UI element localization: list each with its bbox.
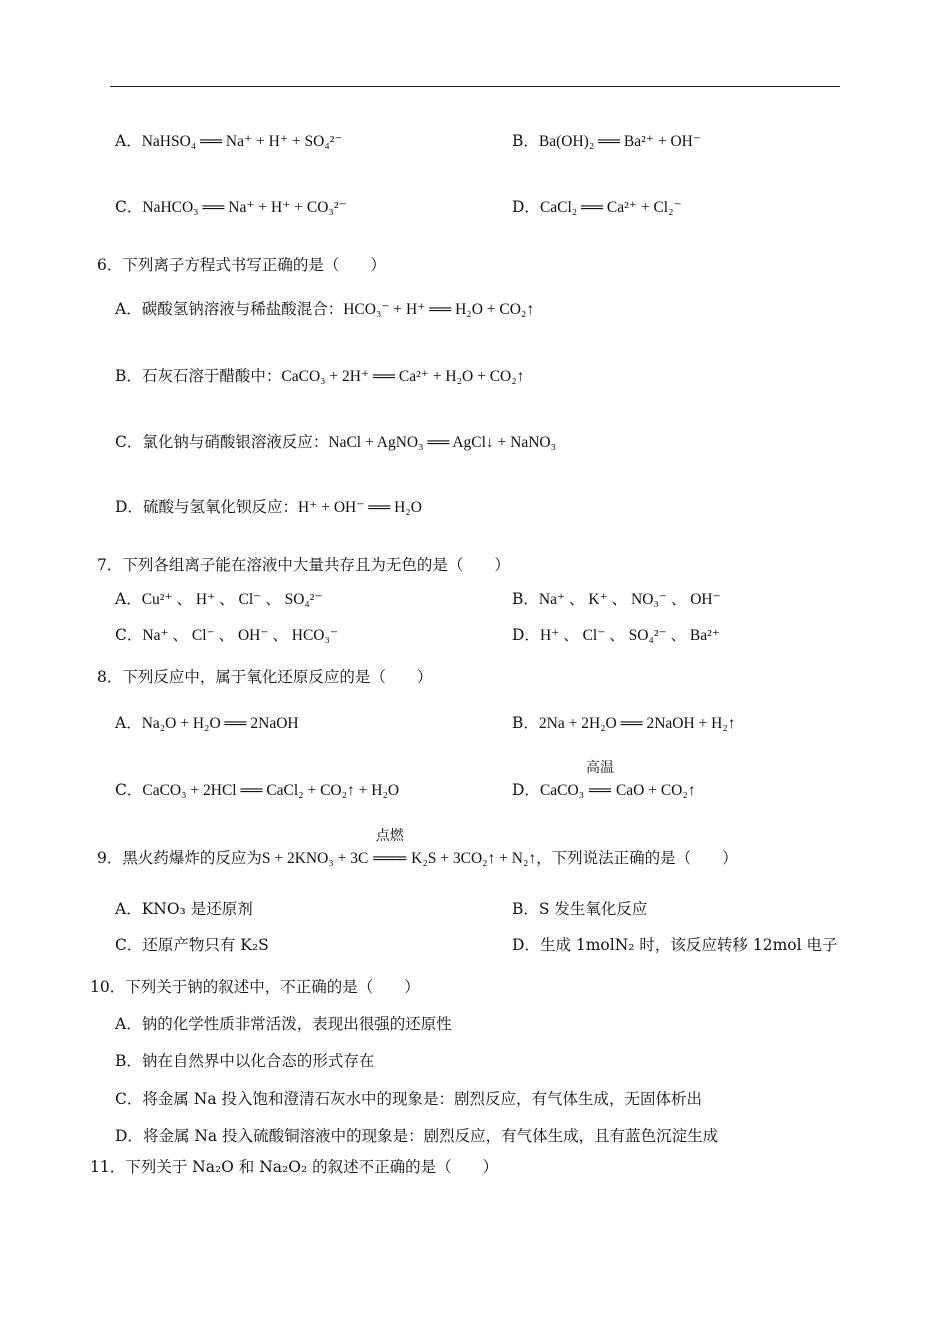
option-label: B． bbox=[115, 367, 142, 385]
reaction-arrow bbox=[373, 828, 407, 869]
ion-list: Na⁺ 、 Cl⁻ 、 OH⁻ 、 HCO₃⁻ bbox=[142, 627, 339, 644]
q8-stem: 8．下列反应中，属于氧化还原反应的是（ ） bbox=[97, 668, 433, 686]
q7-stem: 7．下列各组离子能在溶液中大量共存且为无色的是（ ） bbox=[97, 556, 510, 574]
option-label: B． bbox=[512, 714, 539, 732]
q9-stem bbox=[97, 828, 738, 869]
reaction-arrow bbox=[586, 760, 615, 801]
q10-stem: 10．下列关于钠的叙述中，不正确的是（ ） bbox=[90, 978, 420, 996]
q5-option-b bbox=[512, 131, 701, 152]
q10-option-c bbox=[115, 1089, 702, 1109]
q11-stem: 11．下列关于 Na₂O 和 Na₂O₂ 的叙述不正确的是（ ） bbox=[90, 1158, 499, 1176]
reaction-condition: 高温 bbox=[586, 760, 615, 776]
equation-left: S + 2KNO₃ + 3C bbox=[261, 850, 369, 867]
q5-option-d bbox=[512, 197, 682, 218]
equals-sign: ══ bbox=[589, 782, 611, 799]
option-label: D． bbox=[512, 198, 540, 216]
option-text: 石灰石溶于醋酸中： bbox=[141, 367, 282, 385]
equation: NaHCO₃ ══ Na⁺ + H⁺ + CO₃²⁻ bbox=[142, 199, 347, 216]
option-label: B． bbox=[512, 590, 539, 608]
ion-list: Cu²⁺ 、 H⁺ 、 Cl⁻ 、 SO₄²⁻ bbox=[141, 591, 323, 608]
option-label: A． bbox=[115, 900, 142, 918]
q7-option-a bbox=[115, 589, 323, 610]
q6-option-d bbox=[115, 497, 422, 518]
q9-option-d bbox=[512, 935, 837, 955]
q9-option-a bbox=[115, 899, 253, 919]
option-label: C． bbox=[115, 626, 143, 644]
equation: H⁺ + OH⁻ ══ H₂O bbox=[297, 499, 422, 516]
header-rule bbox=[110, 86, 840, 87]
q7-option-b bbox=[512, 589, 721, 610]
q10-option-d bbox=[115, 1126, 718, 1146]
option-text: 硫酸与氢氧化钡反应： bbox=[142, 498, 298, 516]
option-label: A． bbox=[115, 132, 142, 150]
equation: CaCO₃ + 2HCl ══ CaCl₂ + CO₂↑ + H₂O bbox=[142, 782, 400, 799]
option-text: 氯化钠与硝酸银溶液反应： bbox=[142, 433, 329, 451]
option-label: D． bbox=[115, 1127, 143, 1145]
equation: CaCl₂ ══ Ca²⁺ + Cl₂⁻ bbox=[539, 199, 682, 216]
q9-option-b bbox=[512, 899, 647, 919]
equation: HCO₃⁻ + H⁺ ══ H₂O + CO₂↑ bbox=[343, 301, 535, 318]
option-text: 碳酸氢钠溶液与稀盐酸混合： bbox=[141, 300, 344, 318]
option-text: 钠在自然界中以化合态的形式存在 bbox=[141, 1052, 375, 1070]
option-text: 还原产物只有 K₂S bbox=[142, 936, 269, 954]
option-text: KNO₃ 是还原剂 bbox=[141, 900, 253, 918]
ion-list: Na⁺ 、 K⁺ 、 NO₃⁻ 、 OH⁻ bbox=[538, 591, 721, 608]
q6-option-b bbox=[115, 366, 524, 387]
stem-text: ，下列说法正确的是（ ） bbox=[536, 849, 738, 867]
option-text: 生成 1molN₂ 时，该反应转移 12mol 电子 bbox=[539, 936, 838, 954]
option-label: A． bbox=[115, 590, 142, 608]
q6-option-a bbox=[115, 299, 534, 320]
option-label: D． bbox=[512, 936, 540, 954]
equation: NaHSO₄ ══ Na⁺ + H⁺ + SO₄²⁻ bbox=[141, 133, 343, 150]
equation-right: K₂S + 3CO₂↑ + N₂↑ bbox=[411, 850, 537, 867]
option-label: D． bbox=[512, 781, 540, 799]
q9-option-c bbox=[115, 935, 269, 955]
q7-option-c bbox=[115, 625, 338, 646]
option-label: B． bbox=[512, 132, 539, 150]
q5-option-c bbox=[115, 197, 347, 218]
option-label: C． bbox=[115, 936, 143, 954]
equals-sign: ═══ bbox=[373, 850, 407, 867]
ion-list: H⁺ 、 Cl⁻ 、 SO₄²⁻ 、 Ba²⁺ bbox=[539, 627, 720, 644]
q8-option-c bbox=[115, 780, 399, 801]
q6-option-c bbox=[115, 432, 556, 453]
option-label: D． bbox=[115, 498, 143, 516]
equation-left: CaCO₃ bbox=[539, 782, 585, 799]
option-text: S 发生氧化反应 bbox=[538, 900, 648, 918]
option-label: A． bbox=[115, 714, 142, 732]
equation: 2Na + 2H₂O ══ 2NaOH + H₂↑ bbox=[538, 715, 736, 732]
q10-option-a bbox=[115, 1014, 452, 1034]
stem-text: 9．黑火药爆炸的反应为 bbox=[97, 849, 262, 867]
equation: Na₂O + H₂O ══ 2NaOH bbox=[141, 715, 299, 732]
q7-option-d bbox=[512, 625, 720, 646]
q6-stem: 6．下列离子方程式书写正确的是（ ） bbox=[97, 256, 386, 274]
q5-option-a bbox=[115, 131, 343, 152]
option-label: B． bbox=[512, 900, 539, 918]
q8-option-b bbox=[512, 713, 736, 734]
option-label: C． bbox=[115, 781, 143, 799]
option-text: 将金属 Na 投入饱和澄清石灰水中的现象是：剧烈反应，有气体生成，无固体析出 bbox=[142, 1090, 703, 1108]
equation-right: CaO + CO₂↑ bbox=[615, 782, 696, 799]
equation: CaCO₃ + 2H⁺ ══ Ca²⁺ + H₂O + CO₂↑ bbox=[281, 368, 525, 385]
equation: Ba(OH)₂ ══ Ba²⁺ + OH⁻ bbox=[538, 133, 702, 150]
option-label: C． bbox=[115, 433, 143, 451]
option-label: C． bbox=[115, 198, 143, 216]
option-label: C． bbox=[115, 1090, 143, 1108]
option-label: D． bbox=[512, 626, 540, 644]
equation: NaCl + AgNO₃ ══ AgCl↓ + NaNO₃ bbox=[328, 434, 557, 451]
option-text: 将金属 Na 投入硫酸铜溶液中的现象是：剧烈反应，有气体生成，且有蓝色沉淀生成 bbox=[142, 1127, 719, 1145]
option-label: B． bbox=[115, 1052, 142, 1070]
q10-option-b bbox=[115, 1051, 374, 1071]
option-label: A． bbox=[115, 1015, 142, 1033]
option-text: 钠的化学性质非常活泼，表现出很强的还原性 bbox=[141, 1015, 452, 1033]
q8-option-d bbox=[512, 760, 696, 801]
option-label: A． bbox=[115, 300, 142, 318]
q8-option-a bbox=[115, 713, 299, 734]
reaction-condition: 点燃 bbox=[375, 828, 404, 844]
